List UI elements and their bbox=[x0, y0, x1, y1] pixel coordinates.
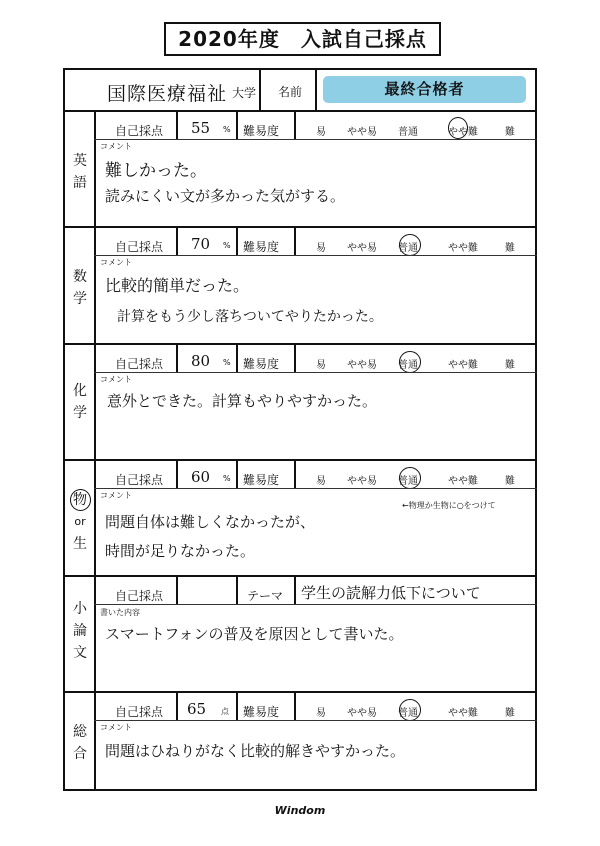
english-difficulty-circle bbox=[448, 117, 468, 139]
subject-physics-or-biology: 物 or 生 bbox=[73, 492, 87, 552]
math-difficulty-circle bbox=[399, 234, 421, 256]
total-score: 65 bbox=[187, 700, 207, 718]
science-comment-1: 問題自体は難しくなかったが、 bbox=[105, 513, 316, 531]
page-title: 2020年度 入試自己採点 bbox=[164, 22, 441, 56]
theme-label: テーマ bbox=[247, 589, 284, 603]
physics-selected-circle bbox=[70, 489, 91, 511]
subject-chemistry: 化 学 bbox=[73, 383, 87, 421]
english-score: 55 bbox=[191, 119, 211, 137]
math-score: 70 bbox=[191, 235, 211, 253]
score-sheet: 国際医療福祉 大学 名前 最終合格者 英 語 自己採点 55 % 難易度 易 やや易 普通 やや難 難 コメント 難しかった。 読みにくい文が多かった気がする。 数 学 自己採点 70 % 難易度 易 やや易 普通 やや難 難 コメント 比較的簡単だった。 計算をもう少し落ちついてやりたかった。 化 学 自己採点 80 % 難易度 易 やや易 普通 やや難 難 コメント 意外とできた。計算もやりやすかった。 物 or 生 自己採点 60 % 難易度 易 やや易 普通 やや難 難 コメント ←物理か生物に○をつけて 問題自体は難しくなかったが、 時間が足りなかった。 小 論 文 自己採点 テーマ 学生の読解力低下について 書いた内容 スマートフォンの普及を原因として書いた。 総 合 自己採点 65 点 難易度 易 やや易 普通 やや難 難 コメント 問題はひねりがなく比較的解きやすかった。 bbox=[63, 68, 537, 791]
science-difficulty-circle bbox=[399, 467, 421, 489]
subject-english: 英 語 bbox=[73, 153, 87, 191]
subject-essay: 小 論 文 bbox=[73, 601, 87, 661]
math-comment-2: 計算をもう少し落ちついてやりたかった。 bbox=[117, 309, 383, 325]
self-score-label: 自己採点 bbox=[115, 124, 164, 138]
university-name: 国際医療福祉 bbox=[107, 83, 228, 105]
essay-content-1: スマートフォンの普及を原因として書いた。 bbox=[105, 625, 404, 643]
chemistry-score: 80 bbox=[191, 352, 211, 370]
university-suffix: 大学 bbox=[232, 86, 257, 100]
total-difficulty-circle bbox=[399, 699, 421, 721]
subject-total: 総 合 bbox=[73, 724, 87, 762]
subject-math: 数 学 bbox=[73, 269, 87, 307]
science-score: 60 bbox=[191, 468, 211, 486]
footer-brand: Windom bbox=[274, 804, 326, 817]
name-field: 最終合格者 bbox=[323, 76, 526, 103]
written-content-label: 書いた内容 bbox=[100, 608, 140, 617]
english-comment-1: 難しかった。 bbox=[105, 161, 207, 181]
english-comment-2: 読みにくい文が多かった気がする。 bbox=[105, 187, 346, 205]
total-comment-1: 問題はひねりがなく比較的解きやすかった。 bbox=[105, 742, 406, 760]
math-comment-1: 比較的簡単だった。 bbox=[105, 276, 250, 295]
name-label: 名前 bbox=[278, 85, 303, 99]
essay-theme: 学生の読解力低下について bbox=[301, 584, 481, 602]
difficulty-label: 難易度 bbox=[243, 124, 280, 138]
science-instruction-note: ←物理か生物に○をつけて bbox=[402, 501, 496, 510]
science-comment-2: 時間が足りなかった。 bbox=[105, 542, 256, 560]
chemistry-comment-1: 意外とできた。計算もやりやすかった。 bbox=[107, 392, 378, 410]
chemistry-difficulty-circle bbox=[399, 351, 421, 373]
